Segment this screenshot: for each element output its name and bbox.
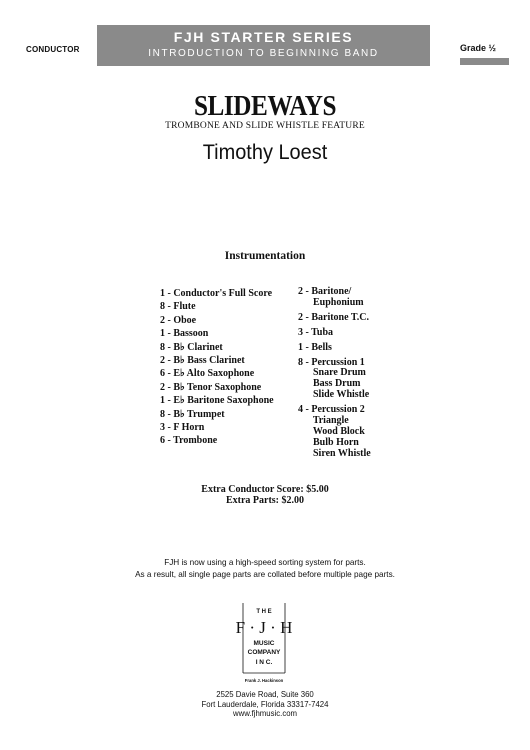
instrumentation-heading: Instrumentation [224, 250, 306, 262]
instrument-item: 3 - Tuba [298, 326, 334, 338]
grade-label: Grade ½ [460, 43, 497, 53]
instrument-item: 8 - B♭ Trumpet [160, 408, 225, 420]
conductor-label: CONDUCTOR [26, 45, 80, 54]
instrument-item: 8 - Flute [160, 301, 196, 313]
note-line-2: As a result, all single page parts are collated before multiple page parts. [135, 570, 395, 579]
instrument-item: 2 - Baritone/ [298, 286, 352, 297]
conductor-score-price: Extra Conductor Score: $5.00 [201, 484, 329, 495]
instrument-subitem: Euphonium [298, 296, 364, 308]
piece-subtitle: TROMBONE AND SLIDE WHISTLE FEATURE [165, 121, 365, 131]
logo-the: T H E [256, 609, 272, 615]
instrument-subitem: Bulb Horn [298, 436, 359, 448]
logo-music: MUSIC [253, 640, 275, 647]
instrument-item: 8 - Percussion 1 [298, 356, 365, 368]
instrument-subitem: Slide Whistle [298, 389, 370, 401]
grade-bar [460, 58, 509, 65]
address-line-2: Fort Lauderdale, Florida 33317-7424 [201, 699, 329, 709]
composer-name: Timothy Loest [202, 141, 328, 164]
logo-company: COMPANY [247, 649, 281, 656]
series-title: FJH STARTER SERIES [173, 29, 354, 45]
instrument-item: 1 - Bells [298, 341, 332, 353]
fjh-logo [235, 603, 293, 685]
instrument-item: 2 - Baritone T.C. [298, 311, 370, 323]
instrument-item: 1 - Bassoon [160, 328, 209, 340]
instrument-item: 2 - B♭ Tenor Saxophone [160, 381, 262, 393]
piece-title: SLIDEWAYS [193, 91, 337, 122]
instrument-item: 4 - Percussion 2 [298, 404, 365, 416]
instrument-item: 2 - B♭ Bass Clarinet [160, 355, 245, 367]
instrument-item: 1 - E♭ Baritone Saxophone [160, 395, 274, 407]
instrument-subitem: Wood Block [298, 425, 365, 437]
address-line-1: 2525 Davie Road, Suite 360 [216, 690, 314, 699]
instrument-item: 2 - Oboe [160, 314, 197, 326]
instrument-subitem: Siren Whistle [298, 447, 371, 459]
price-info [0, 484, 530, 506]
instrument-subitem: Snare Drum [298, 367, 366, 379]
instrument-item: 1 - Conductor's Full Score [160, 288, 273, 299]
instrument-item: 6 - E♭ Alto Saxophone [160, 368, 255, 380]
instrumentation-column-1 [160, 287, 274, 448]
instrument-item: 8 - B♭ Clarinet [160, 341, 223, 353]
instrument-item: 6 - Trombone [160, 435, 218, 447]
logo-fjh: F · J · H [235, 618, 293, 637]
logo-inc: I N C. [255, 659, 273, 666]
publisher-address [0, 690, 530, 719]
sorting-note [0, 557, 530, 581]
logo-signature: Frank J. Hackinson [244, 678, 284, 683]
instrument-item: 3 - F Horn [160, 422, 205, 434]
instrument-subitem: Triangle [298, 415, 349, 427]
instrument-subitem: Bass Drum [298, 378, 361, 390]
website: www.fjhmusic.com [232, 709, 298, 718]
instrumentation-column-2 [298, 287, 371, 460]
parts-price: Extra Parts: $2.00 [225, 495, 305, 506]
note-line-1: FJH is now using a high-speed sorting system for parts. [164, 558, 366, 567]
series-banner [97, 25, 430, 66]
series-subtitle: INTRODUCTION TO BEGINNING BAND [148, 48, 379, 59]
